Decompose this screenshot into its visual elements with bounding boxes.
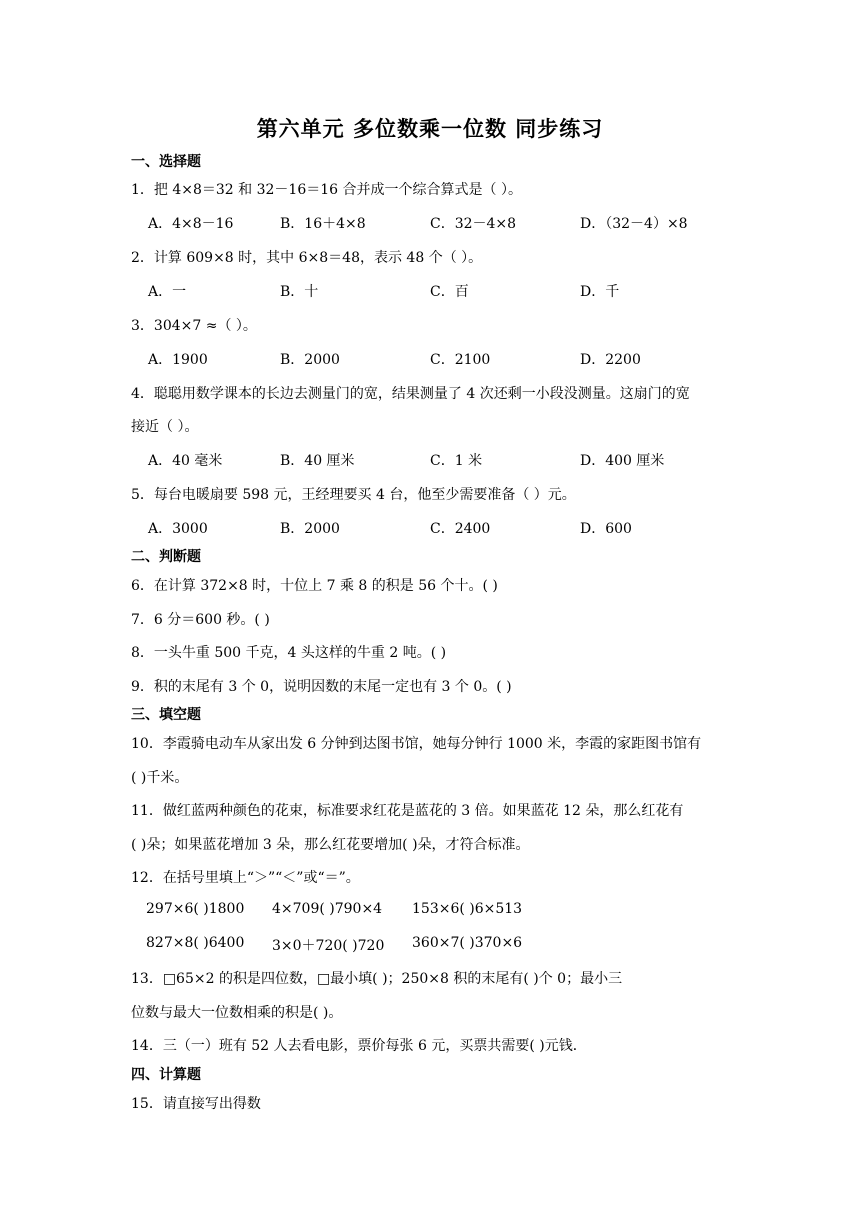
comparison-item: 153×6( )6×513 xyxy=(412,901,523,917)
section-heading-judgement: 二、判断题 xyxy=(131,549,201,565)
q3-option-a: A．1900 xyxy=(148,352,208,368)
comparison-item: 360×7( )370×6 xyxy=(412,935,523,951)
q2-option-c: C．百 xyxy=(430,284,469,300)
q5-option-b: B．2000 xyxy=(280,521,340,537)
section-heading-choice: 一、选择题 xyxy=(131,154,201,170)
q4-option-a: A．40 毫米 xyxy=(148,453,223,469)
question-14: 14．三（一）班有 52 人去看电影，票价每张 6 元，买票共需要( )元钱． xyxy=(131,1038,587,1054)
question-12: 12．在括号里填上“＞”“＜”或“＝”。 xyxy=(131,870,360,886)
comparison-item: 297×6( )1800 xyxy=(146,901,245,917)
question-9: 9．积的末尾有 3 个 0，说明因数的末尾一定也有 3 个 0。( ) xyxy=(131,679,512,695)
question-15: 15．请直接写出得数 xyxy=(131,1096,261,1112)
q4-option-c: C．1 米 xyxy=(430,453,483,469)
q2-option-d: D．千 xyxy=(580,284,620,300)
question-5: 5．每台电暖扇要 598 元，王经理要买 4 台，他至少需要准备（ ）元。 xyxy=(131,487,576,503)
comparison-item: 3×0＋720( )720 xyxy=(272,938,385,954)
question-13-line-1: 13．□65×2 的积是四位数，□最小填( )；250×8 积的末尾有( )个 0；最小三 xyxy=(131,971,623,987)
question-4-line-2: 接近（ ）。 xyxy=(131,419,199,435)
q1-option-d: D．（32－4）×8 xyxy=(580,216,688,232)
q1-option-a: A．4×8－16 xyxy=(148,216,234,232)
q3-option-c: C．2100 xyxy=(430,352,491,368)
question-6: 6．在计算 372×8 时，十位上 7 乘 8 的积是 56 个十。( ) xyxy=(131,578,498,594)
q4-option-d: D．400 厘米 xyxy=(580,453,665,469)
q1-option-b: B．16＋4×8 xyxy=(280,216,366,232)
question-10-line-1: 10．李霞骑电动车从家出发 6 分钟到达图书馆，她每分钟行 1000 米，李霞的家距图书馆有 xyxy=(131,736,702,752)
section-heading-fill-in: 三、填空题 xyxy=(131,707,201,723)
question-7: 7．6 分＝600 秒。( ) xyxy=(131,612,270,628)
q3-option-d: D．2200 xyxy=(580,352,641,368)
comparison-item: 4×709( )790×4 xyxy=(272,901,383,917)
question-1: 1．把 4×8＝32 和 32－16＝16 合并成一个综合算式是（ ）。 xyxy=(131,182,522,198)
q2-option-a: A．一 xyxy=(148,284,187,300)
q5-option-c: C．2400 xyxy=(430,521,491,537)
comparison-item: 827×8( )6400 xyxy=(146,935,245,951)
question-4-line-1: 4．聪聪用数学课本的长边去测量门的宽，结果测量了 4 次还剩一小段没测量。这扇门的宽 xyxy=(131,386,690,402)
question-3: 3．304×7 ≈（ ）。 xyxy=(131,318,257,334)
page-title: 第六单元 多位数乘一位数 同步练习 xyxy=(256,117,604,141)
question-11-line-2: ( )朵；如果蓝花增加 3 朵，那么红花要增加( )朵，才符合标准。 xyxy=(131,837,530,853)
q5-option-a: A．3000 xyxy=(148,521,208,537)
q2-option-b: B．十 xyxy=(280,284,319,300)
q4-option-b: B．40 厘米 xyxy=(280,453,355,469)
question-2: 2．计算 609×8 时，其中 6×8＝48，表示 48 个（ ）。 xyxy=(131,250,483,266)
section-heading-calculation: 四、计算题 xyxy=(131,1067,201,1083)
question-13-line-2: 位数与最大一位数相乘的积是( )。 xyxy=(131,1005,343,1021)
q5-option-d: D．600 xyxy=(580,521,632,537)
question-10-line-2: ( )千米。 xyxy=(131,770,189,786)
question-8: 8．一头牛重 500 千克，4 头这样的牛重 2 吨。( ) xyxy=(131,645,447,661)
q3-option-b: B．2000 xyxy=(280,352,340,368)
q1-option-c: C．32－4×8 xyxy=(430,216,517,232)
question-11-line-1: 11．做红蓝两种颜色的花束，标准要求红花是蓝花的 3 倍。如果蓝花 12 朵，那么红花有 xyxy=(131,803,684,819)
